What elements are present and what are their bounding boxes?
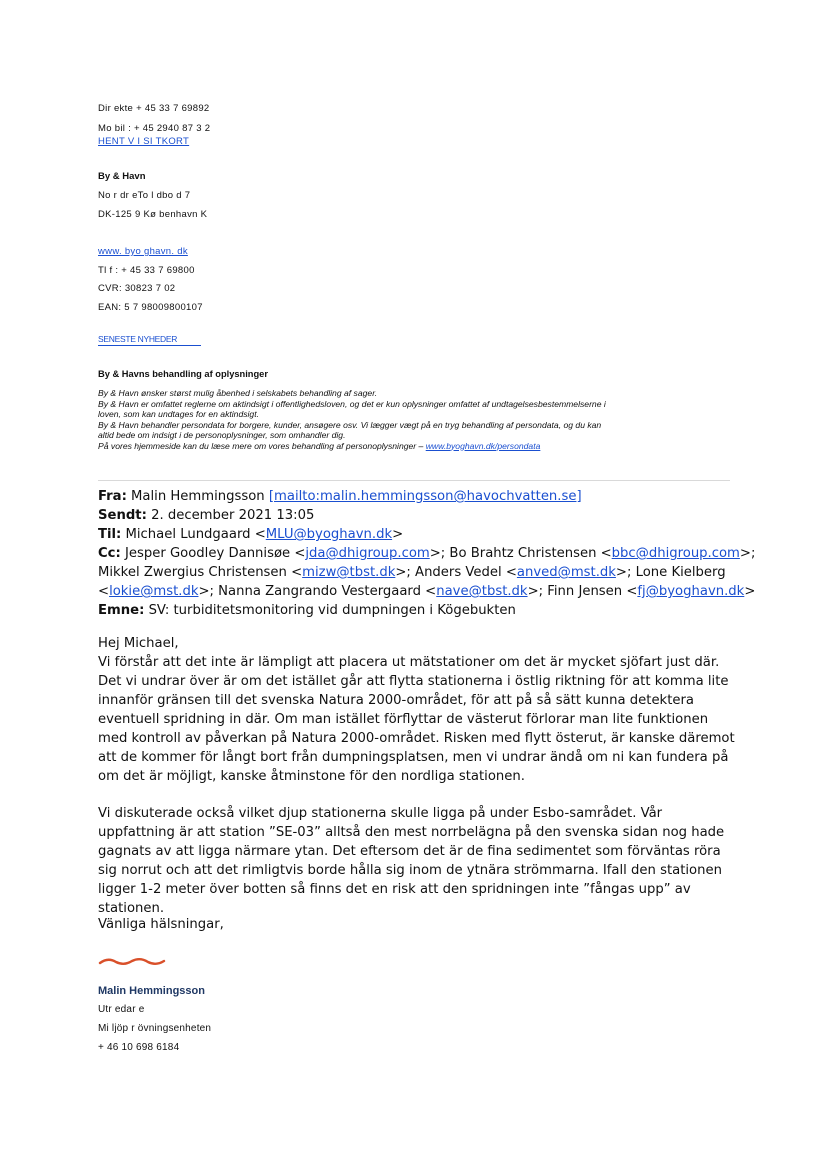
cc-email-link[interactable]: bbc@dhigroup.com — [611, 546, 740, 561]
cc-name: >; Bo Brahtz Christensen < — [429, 546, 612, 561]
cc-name: >; Lone Kielberg — [615, 565, 726, 580]
signature-title: Utr edar e — [98, 1004, 145, 1015]
cc-email-link[interactable]: anved@mst.dk — [516, 565, 616, 580]
subject-row — [98, 601, 755, 620]
email-header — [98, 487, 755, 620]
cc-open: < — [98, 584, 110, 599]
signature-name: Malin Hemmingsson — [98, 985, 205, 997]
cc-email-link[interactable]: mizw@tbst.dk — [302, 565, 396, 580]
cc-name: Jesper Goodley Dannisøe < — [124, 546, 306, 561]
cc-row-3 — [98, 582, 755, 601]
to-label: Til: — [98, 527, 122, 542]
signature-phone: + 46 10 698 6184 — [98, 1042, 180, 1053]
sent-value: 2. december 2021 13:05 — [151, 508, 315, 523]
to-name: Michael Lundgaard < — [125, 527, 266, 542]
mobile-phone: Mo bil : + 45 2940 87 3 2 — [98, 123, 211, 134]
to-end: > — [392, 527, 404, 542]
cc-email-link[interactable]: fj@byoghavn.dk — [637, 584, 745, 599]
body-paragraph-1: Vi förstår att det inte är lämpligt att placera ut mätstationer om det är mycket sjöfart just där. Det vi undrar över är om det istället går att flytta stationerna i östlig riktning för att komma lite innanför gränsen till det svenska Natura 2000-området, för att på så sätt kunna detektera eventuell spridning in där. Om man istället förflyttar de västerut förlorar man lite funktionen med kontroll av påverkan på Natura 2000-området. Risken med flytt österut, är kanske däremot att de kommer för långt bort från dumpningsplatsen, men vi undrar ändå om ni kan fundera på om det är möjligt, kanske åtminstone för den nordliga stationen. — [98, 655, 735, 784]
policy-line-text: På vores hjemmeside kan du læse mere om vores behandling af personoplysninger – — [98, 440, 424, 451]
cc-end: > — [744, 584, 756, 599]
org-name: By & Havn — [98, 171, 146, 182]
policy-line: By & Havn ønsker størst mulig åbenhed i selskabets behandling af sager. — [98, 388, 378, 398]
policy-heading: By & Havns behandling af oplysninger — [98, 369, 268, 379]
org-phone: Tl f : + 45 33 7 69800 — [98, 265, 195, 276]
policy-line — [98, 441, 606, 452]
news-link[interactable]: SENESTE NYHEDER — [98, 334, 201, 346]
org-cvr: CVR: 30823 7 02 — [98, 283, 176, 294]
direct-phone: Dir ekte + 45 33 7 69892 — [98, 103, 210, 114]
cc-name: >; Anders Vedel < — [395, 565, 517, 580]
sent-label: Sendt: — [98, 508, 147, 523]
cc-sep: >; — [739, 546, 756, 561]
cc-name: >; Nanna Zangrando Vestergaard < — [198, 584, 437, 599]
address-line-1: No r dr eTo l dbo d 7 — [98, 190, 191, 201]
subject-value: SV: turbiditetsmonitoring vid dumpningen i Kögebukten — [148, 603, 516, 618]
cc-label: Cc: — [98, 546, 121, 561]
policy-line: altid bede om indsigt i de personoplysninger, som omhandler dig. — [98, 430, 346, 440]
cc-email-link[interactable]: jda@dhigroup.com — [305, 546, 430, 561]
cc-email-link[interactable]: nave@tbst.dk — [436, 584, 528, 599]
cc-name: Mikkel Zwergius Christensen < — [98, 565, 303, 580]
vcard-link[interactable]: HENT V I SI TKORT — [98, 136, 190, 147]
to-email-link[interactable]: MLU@byoghavn.dk — [265, 527, 393, 542]
org-ean: EAN: 5 7 98009800107 — [98, 302, 203, 313]
cc-row — [98, 544, 755, 563]
cc-email-link[interactable]: lokie@mst.dk — [109, 584, 199, 599]
greeting: Hej Michael, — [98, 636, 179, 651]
subject-label: Emne: — [98, 603, 145, 618]
signature-department: Mi ljöp r övningsenheten — [98, 1023, 212, 1034]
persondata-link[interactable]: www.byoghavn.dk/persondata — [425, 440, 541, 451]
cc-name: >; Finn Jensen < — [527, 584, 638, 599]
body-paragraph-2: Vi diskuterade också vilket djup stationerna skulle ligga på under Esbo-samrådet. Vår uppfattning är att station ”SE-03” alltså den mest norrbelägna på den svenska sidan nog hade gagnats av att ligga närmare ytan. Det eftersom det är de fina sedimentet som förväntas röra sig norrut och att det rimligtvis borde hålla sig inom de ytnära strömmarna. Ifall den stationen ligger 1-2 meter över botten så finns det en risk att den spridningen inte ”fångas upp” av stationen. — [98, 806, 725, 916]
from-mailto-link[interactable]: [mailto:malin.hemmingsson@havochvatten.se] — [268, 489, 582, 504]
policy-text — [98, 388, 606, 451]
from-name: Malin Hemmingsson — [131, 489, 265, 504]
sent-row — [98, 506, 755, 525]
policy-line: loven, som kan undtages for en aktindsigt. — [98, 409, 259, 419]
signature-wave-icon — [98, 955, 166, 967]
header-divider — [98, 480, 730, 481]
policy-line: By & Havn behandler persondata for borgere, kunder, ansøgere osv. Vi lægger vægt på en tryg behandling af persondata, og du kan — [98, 419, 602, 430]
policy-line: By & Havn er omfattet reglerne om aktindsigt i offentlighedsloven, og det er kun oplysninger omfattet af undtagelsesbestemmelserne i — [98, 398, 606, 409]
address-line-2: DK-125 9 Kø benhavn K — [98, 209, 208, 220]
from-row — [98, 487, 755, 506]
from-label: Fra: — [98, 489, 127, 504]
cc-row-2 — [98, 563, 755, 582]
closing: Vänliga hälsningar, — [98, 917, 224, 932]
to-row — [98, 525, 755, 544]
website-link[interactable]: www. byo ghavn. dk — [98, 246, 188, 257]
